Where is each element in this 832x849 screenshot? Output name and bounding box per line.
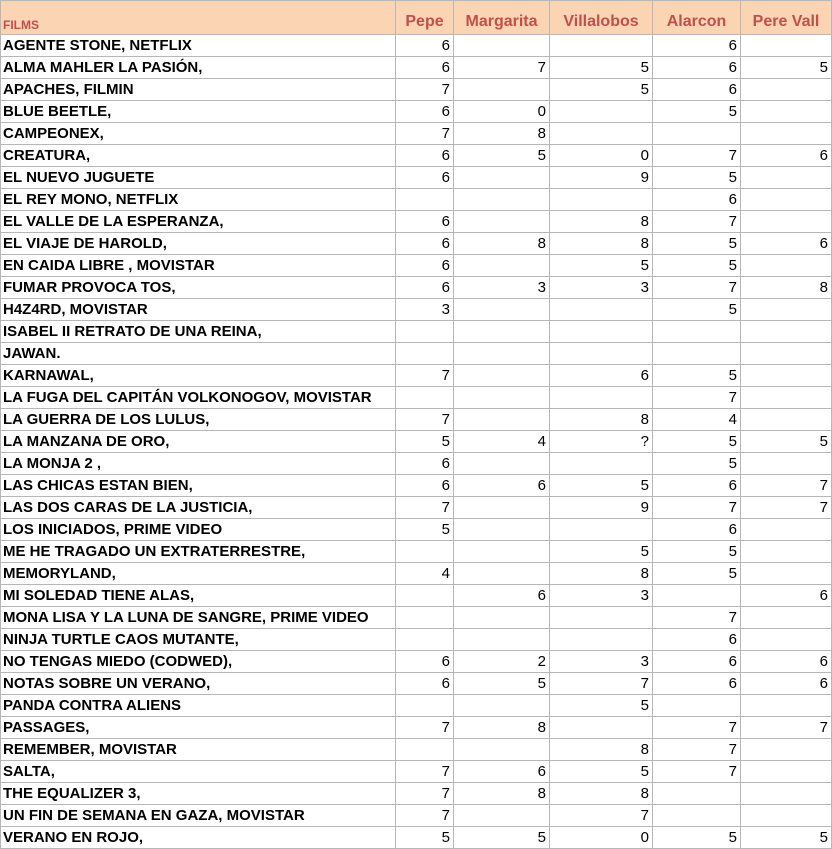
score-cell[interactable]: 7 <box>396 805 454 827</box>
table-row <box>1 629 832 651</box>
score-cell[interactable]: 7 <box>741 497 832 519</box>
film-title-cell[interactable]: VERANO EN ROJO, <box>1 827 396 849</box>
score-cell[interactable]: 5 <box>396 431 454 453</box>
film-title-cell[interactable]: SALTA, <box>1 761 396 783</box>
score-cell[interactable]: 3 <box>396 299 454 321</box>
film-title-cell[interactable]: EL REY MONO, NETFLIX <box>1 189 396 211</box>
table-row <box>1 805 832 827</box>
film-title-cell[interactable]: THE EQUALIZER 3, <box>1 783 396 805</box>
score-cell[interactable] <box>454 35 550 57</box>
header-reviewer-pepe[interactable]: Pepe <box>396 1 454 35</box>
table-row <box>1 409 832 431</box>
score-cell[interactable] <box>454 321 550 343</box>
table-row <box>1 387 832 409</box>
film-title-cell[interactable]: EL VIAJE DE HAROLD, <box>1 233 396 255</box>
score-cell[interactable]: 6 <box>550 365 653 387</box>
score-cell[interactable] <box>454 519 550 541</box>
score-cell[interactable] <box>396 585 454 607</box>
table-row <box>1 761 832 783</box>
score-cell[interactable]: 5 <box>653 255 741 277</box>
score-cell[interactable]: 6 <box>396 277 454 299</box>
score-cell[interactable] <box>653 783 741 805</box>
table-row <box>1 57 832 79</box>
score-cell[interactable] <box>396 189 454 211</box>
score-cell[interactable]: 6 <box>653 651 741 673</box>
score-cell[interactable] <box>741 343 832 365</box>
score-cell[interactable]: 5 <box>550 57 653 79</box>
score-cell[interactable]: 6 <box>396 101 454 123</box>
film-title-cell[interactable]: REMEMBER, MOVISTAR <box>1 739 396 761</box>
film-title-cell[interactable]: LA MANZANA DE ORO, <box>1 431 396 453</box>
score-cell[interactable]: 5 <box>550 761 653 783</box>
table-row <box>1 519 832 541</box>
score-cell[interactable]: 5 <box>653 827 741 849</box>
table-row <box>1 695 832 717</box>
film-title-cell[interactable]: NO TENGAS MIEDO (CODWED), <box>1 651 396 673</box>
score-cell[interactable] <box>741 563 832 585</box>
score-cell[interactable] <box>741 695 832 717</box>
score-cell[interactable]: 5 <box>653 233 741 255</box>
score-cell[interactable] <box>550 717 653 739</box>
score-cell[interactable]: 6 <box>741 673 832 695</box>
table-row <box>1 79 832 101</box>
table-row <box>1 827 832 849</box>
film-title-cell[interactable]: APACHES, FILMIN <box>1 79 396 101</box>
score-cell[interactable]: 7 <box>396 79 454 101</box>
score-cell[interactable]: 8 <box>454 717 550 739</box>
film-title-cell[interactable]: LA FUGA DEL CAPITÁN VOLKONOGOV, MOVISTAR <box>1 387 396 409</box>
score-cell[interactable]: 8 <box>550 409 653 431</box>
score-cell[interactable]: 5 <box>653 563 741 585</box>
score-cell[interactable] <box>741 783 832 805</box>
table-row <box>1 211 832 233</box>
score-cell[interactable]: 6 <box>741 145 832 167</box>
score-cell[interactable]: 5 <box>550 475 653 497</box>
film-title-cell[interactable]: EN CAIDA LIBRE , MOVISTAR <box>1 255 396 277</box>
score-cell[interactable]: 7 <box>741 717 832 739</box>
score-cell[interactable]: 5 <box>653 541 741 563</box>
score-cell[interactable]: 6 <box>653 57 741 79</box>
score-cell[interactable]: 6 <box>396 255 454 277</box>
score-cell[interactable]: 7 <box>653 497 741 519</box>
table-row <box>1 563 832 585</box>
header-reviewer-margarita[interactable]: Margarita <box>454 1 550 35</box>
score-cell[interactable]: 7 <box>550 673 653 695</box>
score-cell[interactable] <box>741 365 832 387</box>
film-title-cell[interactable]: NINJA TURTLE CAOS MUTANTE, <box>1 629 396 651</box>
film-title-cell[interactable]: ISABEL II RETRATO DE UNA REINA, <box>1 321 396 343</box>
table-row <box>1 343 832 365</box>
score-cell[interactable]: 5 <box>454 145 550 167</box>
score-cell[interactable]: 8 <box>550 211 653 233</box>
score-cell[interactable]: 6 <box>396 35 454 57</box>
score-cell[interactable] <box>550 607 653 629</box>
score-cell[interactable]: 4 <box>396 563 454 585</box>
score-cell[interactable]: 6 <box>396 145 454 167</box>
score-cell[interactable]: 9 <box>550 497 653 519</box>
score-cell[interactable]: 9 <box>550 167 653 189</box>
score-cell[interactable] <box>741 35 832 57</box>
header-films[interactable]: FILMS <box>1 1 396 35</box>
score-cell[interactable]: 6 <box>396 57 454 79</box>
table-row <box>1 739 832 761</box>
table-row <box>1 321 832 343</box>
score-cell[interactable] <box>653 805 741 827</box>
score-cell[interactable] <box>550 519 653 541</box>
score-cell[interactable] <box>653 123 741 145</box>
table-row <box>1 145 832 167</box>
score-cell[interactable]: 7 <box>653 211 741 233</box>
header-reviewer-pere-vall[interactable]: Pere Vall <box>741 1 832 35</box>
table-row <box>1 255 832 277</box>
score-cell[interactable]: 8 <box>550 563 653 585</box>
score-cell[interactable]: 7 <box>454 57 550 79</box>
score-cell[interactable]: 8 <box>550 783 653 805</box>
film-title-cell[interactable]: KARNAWAL, <box>1 365 396 387</box>
score-cell[interactable]: 3 <box>550 585 653 607</box>
table-row <box>1 497 832 519</box>
score-cell[interactable] <box>454 189 550 211</box>
film-title-cell[interactable]: BLUE BEETLE, <box>1 101 396 123</box>
score-cell[interactable]: 6 <box>454 761 550 783</box>
score-cell[interactable] <box>741 541 832 563</box>
table-row <box>1 189 832 211</box>
film-title-cell[interactable]: ME HE TRAGADO UN EXTRATERRESTRE, <box>1 541 396 563</box>
score-cell[interactable] <box>454 409 550 431</box>
score-cell[interactable] <box>396 541 454 563</box>
table-row <box>1 651 832 673</box>
score-cell[interactable]: 3 <box>454 277 550 299</box>
score-cell[interactable] <box>454 695 550 717</box>
score-cell[interactable]: 5 <box>741 827 832 849</box>
score-cell[interactable] <box>454 541 550 563</box>
score-cell[interactable]: 6 <box>396 475 454 497</box>
table-row <box>1 35 832 57</box>
score-cell[interactable]: 8 <box>454 783 550 805</box>
score-cell[interactable] <box>454 255 550 277</box>
film-title-cell[interactable]: MEMORYLAND, <box>1 563 396 585</box>
film-title-cell[interactable]: PASSAGES, <box>1 717 396 739</box>
table-row <box>1 101 832 123</box>
score-cell[interactable]: 6 <box>653 475 741 497</box>
score-cell[interactable] <box>741 79 832 101</box>
score-cell[interactable]: 6 <box>396 211 454 233</box>
score-cell[interactable] <box>454 343 550 365</box>
score-cell[interactable]: 6 <box>454 585 550 607</box>
score-cell[interactable] <box>741 387 832 409</box>
score-cell[interactable]: 5 <box>653 101 741 123</box>
score-cell[interactable]: 6 <box>396 453 454 475</box>
score-cell[interactable]: 6 <box>653 673 741 695</box>
score-cell[interactable]: 3 <box>550 277 653 299</box>
score-cell[interactable]: 5 <box>741 431 832 453</box>
score-cell[interactable]: 3 <box>550 651 653 673</box>
film-title-cell[interactable]: ALMA MAHLER LA PASIÓN, <box>1 57 396 79</box>
table-row <box>1 233 832 255</box>
score-cell[interactable]: 6 <box>396 233 454 255</box>
score-cell[interactable]: 5 <box>653 167 741 189</box>
score-cell[interactable]: 7 <box>396 409 454 431</box>
table-row <box>1 167 832 189</box>
score-cell[interactable] <box>396 739 454 761</box>
score-cell[interactable]: 2 <box>454 651 550 673</box>
film-title-cell[interactable]: EL VALLE DE LA ESPERANZA, <box>1 211 396 233</box>
score-cell[interactable]: 6 <box>454 475 550 497</box>
score-cell[interactable] <box>454 453 550 475</box>
film-title-cell[interactable]: CAMPEONEX, <box>1 123 396 145</box>
score-cell[interactable]: 6 <box>653 519 741 541</box>
score-cell[interactable]: 7 <box>653 717 741 739</box>
film-title-cell[interactable]: CREATURA, <box>1 145 396 167</box>
score-cell[interactable]: 6 <box>653 79 741 101</box>
score-cell[interactable]: 8 <box>550 233 653 255</box>
score-cell[interactable] <box>550 343 653 365</box>
table-row <box>1 453 832 475</box>
film-title-cell[interactable]: FUMAR PROVOCA TOS, <box>1 277 396 299</box>
film-title-cell[interactable]: H4Z4RD, MOVISTAR <box>1 299 396 321</box>
score-cell[interactable]: 5 <box>454 673 550 695</box>
score-cell[interactable]: 7 <box>550 805 653 827</box>
score-cell[interactable] <box>741 299 832 321</box>
score-cell[interactable]: ? <box>550 431 653 453</box>
score-cell[interactable] <box>741 739 832 761</box>
score-cell[interactable] <box>396 343 454 365</box>
film-title-cell[interactable]: UN FIN DE SEMANA EN GAZA, MOVISTAR <box>1 805 396 827</box>
score-cell[interactable]: 0 <box>550 827 653 849</box>
score-cell[interactable] <box>550 629 653 651</box>
score-cell[interactable]: 6 <box>741 651 832 673</box>
score-cell[interactable]: 5 <box>454 827 550 849</box>
table-row <box>1 541 832 563</box>
table-row <box>1 717 832 739</box>
score-cell[interactable] <box>396 695 454 717</box>
score-cell[interactable]: 8 <box>550 739 653 761</box>
score-cell[interactable]: 6 <box>653 189 741 211</box>
score-cell[interactable] <box>550 453 653 475</box>
score-cell[interactable]: 5 <box>550 541 653 563</box>
score-cell[interactable] <box>454 79 550 101</box>
score-cell[interactable] <box>653 695 741 717</box>
score-cell[interactable] <box>741 409 832 431</box>
score-cell[interactable] <box>741 321 832 343</box>
score-cell[interactable] <box>454 167 550 189</box>
score-cell[interactable] <box>550 123 653 145</box>
score-cell[interactable] <box>741 453 832 475</box>
score-cell[interactable] <box>741 167 832 189</box>
score-cell[interactable] <box>550 299 653 321</box>
score-cell[interactable] <box>454 607 550 629</box>
score-cell[interactable] <box>454 387 550 409</box>
score-cell[interactable]: 5 <box>653 431 741 453</box>
score-cell[interactable] <box>741 607 832 629</box>
score-cell[interactable]: 5 <box>396 519 454 541</box>
score-cell[interactable] <box>454 365 550 387</box>
score-cell[interactable]: 5 <box>653 365 741 387</box>
score-cell[interactable]: 6 <box>653 629 741 651</box>
score-cell[interactable]: 7 <box>396 365 454 387</box>
film-title-cell[interactable]: PANDA CONTRA ALIENS <box>1 695 396 717</box>
score-cell[interactable] <box>550 387 653 409</box>
table-row <box>1 123 832 145</box>
score-cell[interactable]: 7 <box>653 607 741 629</box>
score-cell[interactable] <box>550 321 653 343</box>
table-row <box>1 607 832 629</box>
score-cell[interactable] <box>454 299 550 321</box>
score-cell[interactable]: 0 <box>550 145 653 167</box>
film-title-cell[interactable]: LAS CHICAS ESTAN BIEN, <box>1 475 396 497</box>
score-cell[interactable] <box>454 211 550 233</box>
header-reviewer-alarcon[interactable]: Alarcon <box>653 1 741 35</box>
score-cell[interactable] <box>741 629 832 651</box>
score-cell[interactable]: 5 <box>550 79 653 101</box>
score-cell[interactable] <box>454 563 550 585</box>
table-row <box>1 585 832 607</box>
score-cell[interactable]: 7 <box>653 387 741 409</box>
table-row <box>1 475 832 497</box>
score-cell[interactable]: 8 <box>454 123 550 145</box>
score-cell[interactable]: 6 <box>396 651 454 673</box>
score-cell[interactable]: 7 <box>396 717 454 739</box>
score-cell[interactable]: 5 <box>653 453 741 475</box>
film-title-cell[interactable]: MI SOLEDAD TIENE ALAS, <box>1 585 396 607</box>
score-cell[interactable]: 5 <box>741 57 832 79</box>
table-row <box>1 673 832 695</box>
score-cell[interactable] <box>741 123 832 145</box>
score-cell[interactable]: 6 <box>741 233 832 255</box>
score-cell[interactable]: 7 <box>396 761 454 783</box>
score-cell[interactable]: 7 <box>653 761 741 783</box>
film-title-cell[interactable]: NOTAS SOBRE UN VERANO, <box>1 673 396 695</box>
score-cell[interactable] <box>653 585 741 607</box>
score-cell[interactable]: 7 <box>653 739 741 761</box>
film-title-cell[interactable]: AGENTE STONE, NETFLIX <box>1 35 396 57</box>
film-title-cell[interactable]: LAS DOS CARAS DE LA JUSTICIA, <box>1 497 396 519</box>
score-cell[interactable]: 6 <box>741 585 832 607</box>
score-cell[interactable] <box>396 629 454 651</box>
score-cell[interactable] <box>454 629 550 651</box>
score-cell[interactable]: 4 <box>454 431 550 453</box>
film-title-cell[interactable]: EL NUEVO JUGUETE <box>1 167 396 189</box>
table-row <box>1 431 832 453</box>
score-cell[interactable] <box>454 739 550 761</box>
header-row <box>1 1 832 35</box>
film-title-cell[interactable]: LA MONJA 2 , <box>1 453 396 475</box>
film-title-cell[interactable]: LA GUERRA DE LOS LULUS, <box>1 409 396 431</box>
header-reviewer-villalobos[interactable]: Villalobos <box>550 1 653 35</box>
film-title-cell[interactable]: MONA LISA Y LA LUNA DE SANGRE, PRIME VIDEO <box>1 607 396 629</box>
score-cell[interactable]: 8 <box>741 277 832 299</box>
table-row <box>1 783 832 805</box>
score-cell[interactable]: 7 <box>396 123 454 145</box>
score-cell[interactable]: 6 <box>396 673 454 695</box>
score-cell[interactable] <box>550 189 653 211</box>
score-cell[interactable] <box>741 189 832 211</box>
score-cell[interactable]: 7 <box>741 475 832 497</box>
score-cell[interactable] <box>454 497 550 519</box>
score-cell[interactable]: 7 <box>653 145 741 167</box>
table-body <box>1 35 832 849</box>
score-cell[interactable] <box>396 387 454 409</box>
score-cell[interactable] <box>741 211 832 233</box>
score-cell[interactable] <box>396 607 454 629</box>
film-title-cell[interactable]: JAWAN. <box>1 343 396 365</box>
score-cell[interactable]: 6 <box>396 167 454 189</box>
score-cell[interactable]: 0 <box>454 101 550 123</box>
score-cell[interactable]: 6 <box>653 35 741 57</box>
score-cell[interactable] <box>741 101 832 123</box>
score-cell[interactable] <box>396 321 454 343</box>
score-cell[interactable]: 8 <box>454 233 550 255</box>
score-cell[interactable] <box>653 343 741 365</box>
table-row <box>1 277 832 299</box>
score-cell[interactable] <box>653 321 741 343</box>
score-cell[interactable]: 5 <box>396 827 454 849</box>
score-cell[interactable] <box>741 519 832 541</box>
score-cell[interactable]: 4 <box>653 409 741 431</box>
score-cell[interactable] <box>550 35 653 57</box>
table-row <box>1 365 832 387</box>
score-cell[interactable]: 5 <box>653 299 741 321</box>
score-cell[interactable]: 5 <box>550 255 653 277</box>
score-cell[interactable] <box>741 805 832 827</box>
score-cell[interactable]: 7 <box>653 277 741 299</box>
score-cell[interactable]: 5 <box>550 695 653 717</box>
score-cell[interactable]: 7 <box>396 497 454 519</box>
score-cell[interactable] <box>741 761 832 783</box>
table-row <box>1 299 832 321</box>
score-cell[interactable] <box>741 255 832 277</box>
score-cell[interactable] <box>550 101 653 123</box>
score-cell[interactable]: 7 <box>396 783 454 805</box>
film-title-cell[interactable]: LOS INICIADOS, PRIME VIDEO <box>1 519 396 541</box>
score-cell[interactable] <box>454 805 550 827</box>
